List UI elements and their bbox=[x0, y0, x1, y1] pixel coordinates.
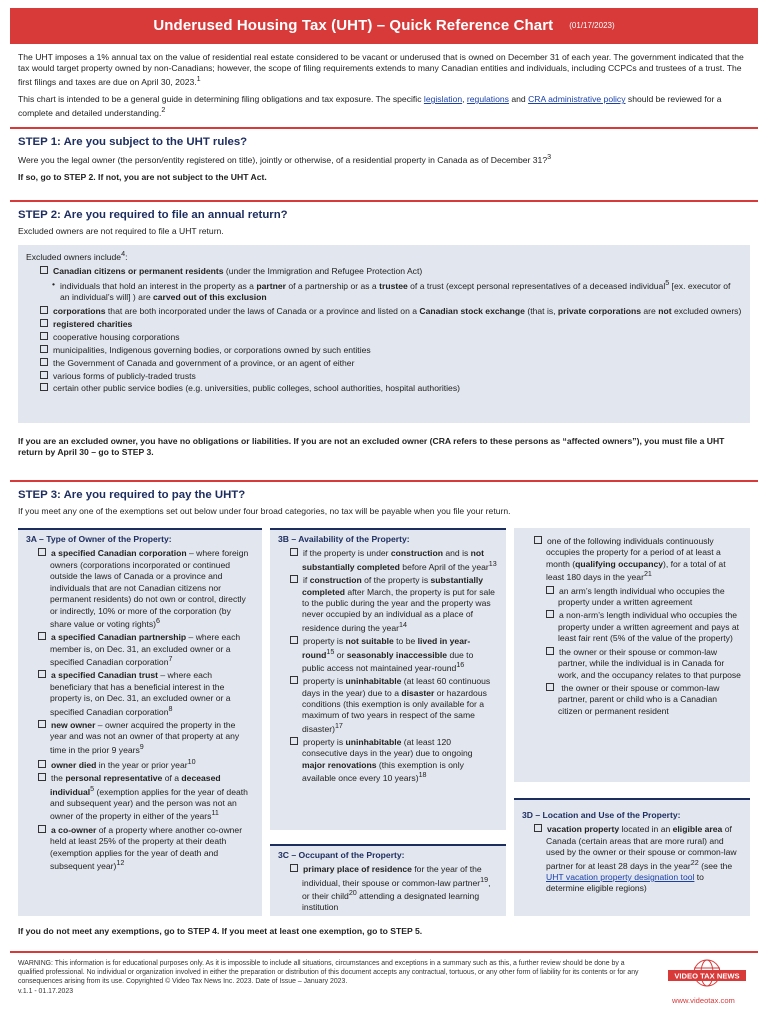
step2-conclusion: If you are an excluded owner, you have no obligations or liabilities. If you are not an excluded owner (CRA refers to these persons as “affected owners”), you must file a UHT return by April 30 – go to STEP 3. bbox=[18, 436, 725, 458]
checkbox-item: Canadian citizens or permanent residents (under the Immigration and Refugee Protection Act) bbox=[40, 266, 742, 277]
section-3b bbox=[270, 528, 506, 830]
bullet-item: • individuals that hold an interest in the property as a partner of a partnership or as a trustee of a trust (except personal representatives of a deceased individual$^5$ [ex. executor of an individual’s will] ) are carved out of this exclusion bbox=[40, 279, 742, 304]
checkbox-item: the personal representative of a deceased individual$^5$ (exemption applies for the year of death and subsequent year) and the person was not an owner of the property in either of the years$^{11}$ bbox=[26, 773, 254, 822]
section-3c-heading: 3C – Occupant of the Property: bbox=[278, 850, 405, 860]
checkbox-item: certain other public service bodies (e.g. universities, public colleges, school authorities, hospital authorities) bbox=[40, 383, 742, 394]
version-label: v.1.1 - 01.17.2023 bbox=[18, 987, 74, 995]
page-title: Underused Housing Tax (UHT) – Quick Reference Chart bbox=[153, 17, 554, 35]
checkbox-item: property is uninhabitable (at least 120 consecutive days in the year) due to ongoing major renovations (this exemption is only available once every 10 years)$^{18}$ bbox=[278, 737, 498, 785]
checkbox-item: one of the following individuals continuously occupies the property for a period of at least a month (qualifying occupancy), for a total of at least 180 days in the year$^{21}$ bbox=[522, 536, 742, 584]
step3-subtitle: If you meet any one of the exemptions set out below under four broad categories, no tax will be payable when you file your return. bbox=[18, 506, 511, 517]
step2-subtitle: Excluded owners are not required to file a UHT return. bbox=[18, 226, 224, 237]
section-3d-heading: 3D – Location and Use of the Property: bbox=[522, 810, 681, 820]
section-3c-continued bbox=[514, 528, 750, 782]
step2-title: STEP 2: Are you required to file an annual return? bbox=[18, 209, 288, 221]
section-3c bbox=[270, 844, 506, 916]
checkbox-item: a non-arm’s length individual who occupies the property under a written agreement and pays at least fair rent (5% of the value of the property) bbox=[536, 610, 742, 644]
checkbox-item: the Government of Canada and government of a province, or an agent of either bbox=[40, 358, 742, 369]
issue-date: (01/17/2023) bbox=[569, 20, 615, 30]
logo-text: VIDEO TAX NEWS bbox=[674, 971, 740, 981]
step3-title: STEP 3: Are you required to pay the UHT? bbox=[18, 489, 246, 501]
checkbox-item: a specified Canadian corporation – where foreign owners (corporations incorporated or continued outside the laws of Canada or a province and individuals that are not Canadian citizens nor permanent residents) do not own or control, directly or indirectly, 10% or more of the corporation (by share value or voting rights)$^6$ bbox=[26, 548, 254, 630]
video-tax-news-logo bbox=[662, 956, 752, 996]
step1-answer: If so, go to STEP 2. If not, you are not subject to the UHT Act. bbox=[18, 172, 267, 183]
section-3a-heading: 3A – Type of Owner of the Property: bbox=[26, 534, 172, 544]
intro-paragraph-2: This chart is intended to be a general guide in determining filing obligations and tax exposure. The specific legislation, regulations and CRA administrative policy should be reviewed for a complete and detailed understanding.$^2$ bbox=[18, 94, 722, 118]
intro-paragraph-1: The UHT imposes a 1% annual tax on the value of residential real estate considered to be vacant or underused that is owned on December 31 of each year. The government indicated that the tax would target property owned by non-Canadians; however, the scope of filing requirements extends to many Canadian entities and individuals, including CCPCs and trustees of a trust. The first filings and taxes are due on April 30, 2023.$^1$ bbox=[18, 52, 744, 87]
title-banner bbox=[10, 8, 758, 44]
checkbox-item: corporations that are both incorporated under the laws of Canada or a province and listed on a Canadian stock exchange (that is, private corporations are not excluded owners) bbox=[40, 306, 742, 317]
regulations-link[interactable]: regulations bbox=[466, 94, 509, 105]
checkbox-item: registered charities bbox=[40, 319, 742, 330]
checkbox-item: the owner or their spouse or common-law partner, while the individual is in Canada for work, and the occupancy relates to that purpose bbox=[536, 647, 742, 681]
checkbox-item: primary place of residence for the year of the individual, their spouse or common-law partner$^{19}$, or their child$^{20}$ attending a designated learning institution bbox=[278, 864, 498, 913]
intro-section bbox=[18, 52, 750, 125]
checkbox-item: cooperative housing corporations bbox=[40, 332, 742, 343]
checkbox-item: a specified Canadian partnership – where each member is, on Dec. 31, an excluded owner or a specified Canadian corporation$^7$ bbox=[26, 632, 254, 668]
checkbox-item: if the property is under construction and is not substantially completed before April of the year$^{13}$ bbox=[278, 548, 498, 573]
checkbox-item: new owner – owner acquired the property in the year and was not an owner of that property at any time in the prior 9 years$^9$ bbox=[26, 720, 254, 756]
checkbox-item: owner died in the year or prior year$^{10}$ bbox=[26, 758, 254, 771]
warning-text: WARNING: This information is for educational purposes only. As it is impossible to include all situations, circumstances and exceptions in a summary such as this, a further review should be done by a qualified professional. No individual or organization involved in either the preparation or distribution of this document accepts any contractual, tortuous, or any other form of liability for its contents or for any consequences arising from its use. Copyrighted © Video Tax News Inc. 2023. Date of Issue – January 2023. bbox=[18, 960, 639, 986]
checkbox-item: property is uninhabitable (at least 60 continuous days in the year) due to a disaster or hazardous conditions (this exemption is only available for a maximum of two years in respect of the same disaster)$^{17}$ bbox=[278, 676, 498, 735]
checkbox-item: if construction of the property is substantially completed after March, the property is put for sale to the public during the year and the property was never occupied by an individual as a place of residence during the year$^{14}$ bbox=[278, 575, 498, 634]
section-3b-heading: 3B – Availability of the Property: bbox=[278, 534, 410, 544]
divider bbox=[10, 480, 758, 482]
excluded-owners-box bbox=[18, 245, 750, 423]
excluded-owners-intro: Excluded owners include$^4$: bbox=[26, 250, 128, 262]
cra-policy-link[interactable]: CRA administrative policy bbox=[528, 94, 626, 105]
checkbox-item: an arm’s length individual who occupies the property under a written agreement bbox=[536, 586, 742, 609]
divider bbox=[10, 951, 758, 953]
website-link[interactable]: www.videotax.com bbox=[672, 996, 735, 1005]
step3-section bbox=[18, 488, 750, 522]
checkbox-item: various forms of publicly-traded trusts bbox=[40, 371, 742, 382]
checkbox-item: vacation property located in an eligible area of Canada (certain areas that are more rural) and used by the owner or their spouse or common-law partner for at least 28 days in the year$^{22}$ (see the UHT vacation property designation tool to determine eligible regions) bbox=[522, 824, 742, 894]
step1-section bbox=[18, 135, 750, 184]
checkbox-item: a specified Canadian trust – where each beneficiary that has a beneficial interest in the property is, on Dec. 31, an excluded owner or a specified Canadian corporation$^8$ bbox=[26, 670, 254, 718]
checkbox-item: a co-owner of a property where another co-owner held at least 25% of the property at their death (exemption applies for the year of death and subsequent year)$^{12}$ bbox=[26, 825, 254, 873]
section-3a bbox=[18, 528, 262, 916]
checkbox-item: property is not suitable to be lived in year-round$^{15}$ or seasonably inaccessible due to public access not maintained year-round$^{16}$ bbox=[278, 636, 498, 674]
step2-section bbox=[18, 208, 750, 242]
section-3d bbox=[514, 798, 750, 916]
step1-question: Were you the legal owner (the person/entity registered on title), jointly or otherwise, of a residential property in Canada as of December 31?$^3$ bbox=[18, 153, 552, 166]
checkbox-item: the owner or their spouse or common-law partner, parent or child who is a Canadian citizen or permanent resident bbox=[536, 683, 742, 717]
warning-footer bbox=[18, 959, 648, 996]
legislation-link[interactable]: legislation bbox=[423, 94, 463, 105]
divider bbox=[10, 127, 758, 129]
step3-conclusion: If you do not meet any exemptions, go to STEP 4. If you meet at least one exemption, go to STEP 5. bbox=[18, 926, 423, 936]
checkbox-item: municipalities, Indigenous governing bodies, or corporations owned by such entities bbox=[40, 345, 742, 356]
divider bbox=[10, 200, 758, 202]
step1-title: STEP 1: Are you subject to the UHT rules? bbox=[18, 136, 248, 148]
vacation-property-tool-link[interactable]: UHT vacation property designation tool bbox=[546, 871, 695, 882]
